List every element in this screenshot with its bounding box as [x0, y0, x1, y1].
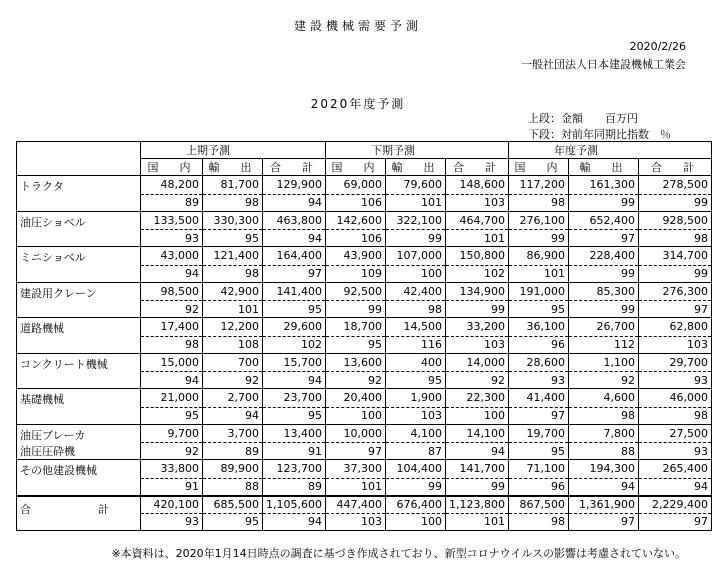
amount-cell: 134,900 [446, 282, 509, 301]
amount-cell: 330,300 [203, 211, 263, 230]
period-header-first-half: 上期予測 [141, 142, 326, 159]
row-category-label-secondary [17, 194, 141, 211]
amount-cell: 142,600 [326, 211, 386, 230]
index-cell: 94 [141, 265, 203, 282]
amount-cell: 228,400 [569, 247, 639, 266]
index-cell: 99 [509, 230, 569, 247]
subheader-domestic: 国 内 [509, 159, 569, 176]
amount-cell: 41,400 [509, 389, 569, 408]
amount-cell: 4,600 [569, 389, 639, 408]
period-header-second-half: 下期予測 [326, 142, 509, 159]
amount-cell: 13,400 [263, 424, 326, 443]
amount-cell: 43,000 [141, 247, 203, 266]
index-cell: 103 [386, 407, 446, 424]
amount-cell: 676,400 [386, 496, 446, 514]
index-cell: 94 [203, 407, 263, 424]
table-row-index [17, 265, 712, 282]
index-cell: 116 [386, 336, 446, 353]
amount-cell: 9,700 [141, 424, 203, 443]
organization-name: 一般社団法人日本建設機械工業会 [521, 58, 686, 71]
index-cell: 91 [141, 478, 203, 496]
index-cell: 97 [639, 301, 712, 318]
index-cell: 106 [326, 194, 386, 211]
subheader-total: 合 計 [263, 159, 326, 176]
table-row-index [17, 372, 712, 389]
table-row-amount [17, 282, 712, 301]
index-cell: 106 [326, 230, 386, 247]
amount-cell: 107,000 [386, 247, 446, 266]
index-cell: 97 [326, 443, 386, 460]
row-category-label: 建設用クレーン [17, 282, 141, 301]
amount-cell: 463,800 [263, 211, 326, 230]
index-cell: 92 [446, 372, 509, 389]
index-cell: 99 [639, 265, 712, 282]
amount-cell: 141,700 [446, 460, 509, 479]
total-row-amount [17, 496, 712, 514]
index-cell: 97 [569, 230, 639, 247]
index-cell: 99 [386, 230, 446, 247]
amount-cell: 447,400 [326, 496, 386, 514]
row-category-label: 基礎機械 [17, 389, 141, 408]
row-category-label-secondary [17, 301, 141, 318]
amount-cell: 37,300 [326, 460, 386, 479]
table-row-amount [17, 353, 712, 372]
index-cell: 98 [203, 194, 263, 211]
index-cell: 103 [446, 336, 509, 353]
amount-cell: 276,300 [639, 282, 712, 301]
amount-cell: 42,400 [386, 282, 446, 301]
index-cell: 89 [203, 443, 263, 460]
row-category-label: その他建設機械 [17, 460, 141, 479]
table-row-amount [17, 247, 712, 266]
subheader-total: 合 計 [446, 159, 509, 176]
index-cell: 102 [446, 265, 509, 282]
index-cell: 99 [446, 301, 509, 318]
index-cell: 95 [326, 336, 386, 353]
amount-cell: 2,229,400 [639, 496, 712, 514]
index-cell: 95 [386, 372, 446, 389]
row-category-label-secondary [17, 478, 141, 496]
amount-cell: 89,900 [203, 460, 263, 479]
amount-cell: 85,300 [569, 282, 639, 301]
index-cell: 92 [569, 372, 639, 389]
amount-cell: 29,700 [639, 353, 712, 372]
index-cell: 88 [569, 443, 639, 460]
index-cell: 95 [203, 230, 263, 247]
table-row-index [17, 443, 712, 460]
amount-cell: 27,500 [639, 424, 712, 443]
amount-cell: 12,200 [203, 318, 263, 337]
amount-cell: 3,700 [203, 424, 263, 443]
index-cell: 87 [386, 443, 446, 460]
amount-cell: 13,600 [326, 353, 386, 372]
amount-cell: 867,500 [509, 496, 569, 514]
amount-cell: 117,200 [509, 176, 569, 195]
index-cell: 94 [263, 230, 326, 247]
amount-cell: 14,500 [386, 318, 446, 337]
table-row-amount [17, 318, 712, 337]
index-cell: 108 [203, 336, 263, 353]
amount-cell: 141,400 [263, 282, 326, 301]
amount-cell: 81,700 [203, 176, 263, 195]
footnote: ※本資料は、2020年1月14日時点の調査に基づき作成されており、新型コロナウイルスの影響は考慮されていない。 [111, 547, 686, 560]
table-row-index [17, 230, 712, 247]
amount-cell: 928,500 [639, 211, 712, 230]
index-cell: 96 [509, 336, 569, 353]
amount-cell: 1,900 [386, 389, 446, 408]
amount-cell: 98,500 [141, 282, 203, 301]
index-cell: 97 [509, 407, 569, 424]
period-header-full-year: 年度予測 [509, 142, 712, 159]
amount-cell: 123,700 [263, 460, 326, 479]
index-cell: 101 [446, 513, 509, 530]
index-cell: 98 [509, 513, 569, 530]
amount-cell: 23,700 [263, 389, 326, 408]
index-cell: 97 [639, 513, 712, 530]
row-category-label: トラクタ [17, 176, 141, 195]
row-category-label-secondary [17, 265, 141, 282]
table-row-index [17, 336, 712, 353]
amount-cell: 314,700 [639, 247, 712, 266]
index-cell: 92 [141, 443, 203, 460]
amount-cell: 17,400 [141, 318, 203, 337]
amount-cell: 29,600 [263, 318, 326, 337]
amount-cell: 1,100 [569, 353, 639, 372]
unit-upper-note: 上段：金額 百万円 [528, 112, 638, 125]
index-cell: 99 [569, 265, 639, 282]
row-category-label-secondary [17, 407, 141, 424]
index-cell: 100 [326, 407, 386, 424]
index-cell: 93 [141, 513, 203, 530]
amount-cell: 161,300 [569, 176, 639, 195]
table-row-index [17, 407, 712, 424]
index-cell: 101 [446, 230, 509, 247]
subheader-domestic: 国 内 [141, 159, 203, 176]
amount-cell: 276,100 [509, 211, 569, 230]
index-cell: 95 [509, 443, 569, 460]
index-cell: 93 [509, 372, 569, 389]
amount-cell: 14,100 [446, 424, 509, 443]
table-header [17, 142, 712, 176]
index-cell: 103 [326, 513, 386, 530]
amount-cell: 322,100 [386, 211, 446, 230]
index-cell: 94 [141, 372, 203, 389]
amount-cell: 148,600 [446, 176, 509, 195]
forecast-subtitle: 2020年度予測 [310, 97, 406, 111]
index-cell: 93 [639, 443, 712, 460]
index-cell: 99 [326, 301, 386, 318]
amount-cell: 265,400 [639, 460, 712, 479]
index-cell: 95 [509, 301, 569, 318]
unit-lower-note: 下段：対前年同期比指数 ％ [528, 128, 671, 141]
document-date: 2020/2/26 [629, 40, 686, 53]
table-row-amount [17, 176, 712, 195]
amount-cell: 1,361,900 [569, 496, 639, 514]
index-cell: 95 [263, 407, 326, 424]
index-cell: 109 [326, 265, 386, 282]
index-cell: 98 [639, 230, 712, 247]
index-cell: 98 [509, 194, 569, 211]
amount-cell: 19,700 [509, 424, 569, 443]
amount-cell: 21,000 [141, 389, 203, 408]
amount-cell: 464,700 [446, 211, 509, 230]
amount-cell: 86,900 [509, 247, 569, 266]
index-cell: 103 [639, 336, 712, 353]
index-cell: 92 [326, 372, 386, 389]
amount-cell: 400 [386, 353, 446, 372]
row-category-label: 油圧ショベル [17, 211, 141, 230]
amount-cell: 420,100 [141, 496, 203, 514]
amount-cell: 1,105,600 [263, 496, 326, 514]
amount-cell: 28,600 [509, 353, 569, 372]
index-cell: 100 [386, 265, 446, 282]
index-cell: 93 [639, 372, 712, 389]
amount-cell: 79,600 [386, 176, 446, 195]
index-cell: 101 [203, 301, 263, 318]
index-cell: 97 [569, 513, 639, 530]
document-title: 建設機械需要予測 [293, 19, 422, 33]
row-category-label-secondary [17, 230, 141, 247]
amount-cell: 36,100 [509, 318, 569, 337]
index-cell: 98 [639, 407, 712, 424]
subheader-export: 輸 出 [386, 159, 446, 176]
row-category-label: 油圧ブレーカ [17, 424, 141, 443]
table-row-index [17, 478, 712, 496]
index-cell: 89 [141, 194, 203, 211]
index-cell: 99 [639, 194, 712, 211]
index-cell: 95 [263, 301, 326, 318]
amount-cell: 4,100 [386, 424, 446, 443]
index-cell: 102 [263, 336, 326, 353]
amount-cell: 652,400 [569, 211, 639, 230]
amount-cell: 10,000 [326, 424, 386, 443]
table-row-amount [17, 389, 712, 408]
index-cell: 100 [386, 513, 446, 530]
index-cell: 95 [203, 513, 263, 530]
amount-cell: 194,300 [569, 460, 639, 479]
amount-cell: 46,000 [639, 389, 712, 408]
index-cell: 91 [263, 443, 326, 460]
index-cell: 96 [509, 478, 569, 496]
index-cell: 94 [263, 513, 326, 530]
index-cell: 94 [639, 478, 712, 496]
index-cell: 112 [569, 336, 639, 353]
subheader-domestic: 国 内 [326, 159, 386, 176]
row-category-label: 道路機械 [17, 318, 141, 337]
amount-cell: 43,900 [326, 247, 386, 266]
amount-cell: 20,400 [326, 389, 386, 408]
index-cell: 98 [569, 407, 639, 424]
row-category-label: コンクリート機械 [17, 353, 141, 372]
row-category-label-secondary [17, 372, 141, 389]
amount-cell: 2,700 [203, 389, 263, 408]
index-cell: 94 [263, 372, 326, 389]
index-cell: 100 [446, 407, 509, 424]
index-cell: 99 [569, 194, 639, 211]
amount-cell: 7,800 [569, 424, 639, 443]
amount-cell: 69,000 [326, 176, 386, 195]
index-cell: 88 [203, 478, 263, 496]
index-cell: 101 [386, 194, 446, 211]
table-row-amount [17, 424, 712, 443]
row-category-label-secondary: 油圧圧砕機 [17, 443, 141, 460]
row-category-label: ミニショベル [17, 247, 141, 266]
header-category-cell [17, 142, 141, 176]
amount-cell: 104,400 [386, 460, 446, 479]
index-cell: 98 [386, 301, 446, 318]
index-cell: 98 [203, 265, 263, 282]
index-cell: 99 [446, 478, 509, 496]
index-cell: 94 [446, 443, 509, 460]
index-cell: 101 [509, 265, 569, 282]
table-row-index [17, 301, 712, 318]
row-category-label-secondary [17, 336, 141, 353]
index-cell: 93 [141, 230, 203, 247]
amount-cell: 14,000 [446, 353, 509, 372]
forecast-table [16, 141, 712, 531]
amount-cell: 133,500 [141, 211, 203, 230]
amount-cell: 121,400 [203, 247, 263, 266]
table-row-index [17, 194, 712, 211]
amount-cell: 278,500 [639, 176, 712, 195]
amount-cell: 685,500 [203, 496, 263, 514]
table-row-amount [17, 460, 712, 479]
index-cell: 94 [569, 478, 639, 496]
table-body [17, 176, 712, 531]
amount-cell: 1,123,800 [446, 496, 509, 514]
index-cell: 95 [141, 407, 203, 424]
subheader-export: 輸 出 [569, 159, 639, 176]
amount-cell: 18,700 [326, 318, 386, 337]
index-cell: 98 [141, 336, 203, 353]
amount-cell: 15,000 [141, 353, 203, 372]
amount-cell: 129,900 [263, 176, 326, 195]
index-cell: 103 [446, 194, 509, 211]
amount-cell: 164,400 [263, 247, 326, 266]
index-cell: 99 [386, 478, 446, 496]
index-cell: 92 [203, 372, 263, 389]
amount-cell: 92,500 [326, 282, 386, 301]
subheader-total: 合 計 [639, 159, 712, 176]
amount-cell: 33,200 [446, 318, 509, 337]
amount-cell: 22,300 [446, 389, 509, 408]
amount-cell: 700 [203, 353, 263, 372]
subheader-export: 輸 出 [203, 159, 263, 176]
amount-cell: 71,100 [509, 460, 569, 479]
table-row-amount [17, 211, 712, 230]
total-label: 合 計 [17, 496, 141, 531]
index-cell: 92 [141, 301, 203, 318]
index-cell: 99 [569, 301, 639, 318]
amount-cell: 33,800 [141, 460, 203, 479]
amount-cell: 15,700 [263, 353, 326, 372]
amount-cell: 150,800 [446, 247, 509, 266]
amount-cell: 191,000 [509, 282, 569, 301]
index-cell: 101 [326, 478, 386, 496]
amount-cell: 26,700 [569, 318, 639, 337]
amount-cell: 62,800 [639, 318, 712, 337]
amount-cell: 42,900 [203, 282, 263, 301]
index-cell: 89 [263, 478, 326, 496]
index-cell: 94 [263, 194, 326, 211]
amount-cell: 48,200 [141, 176, 203, 195]
index-cell: 97 [263, 265, 326, 282]
